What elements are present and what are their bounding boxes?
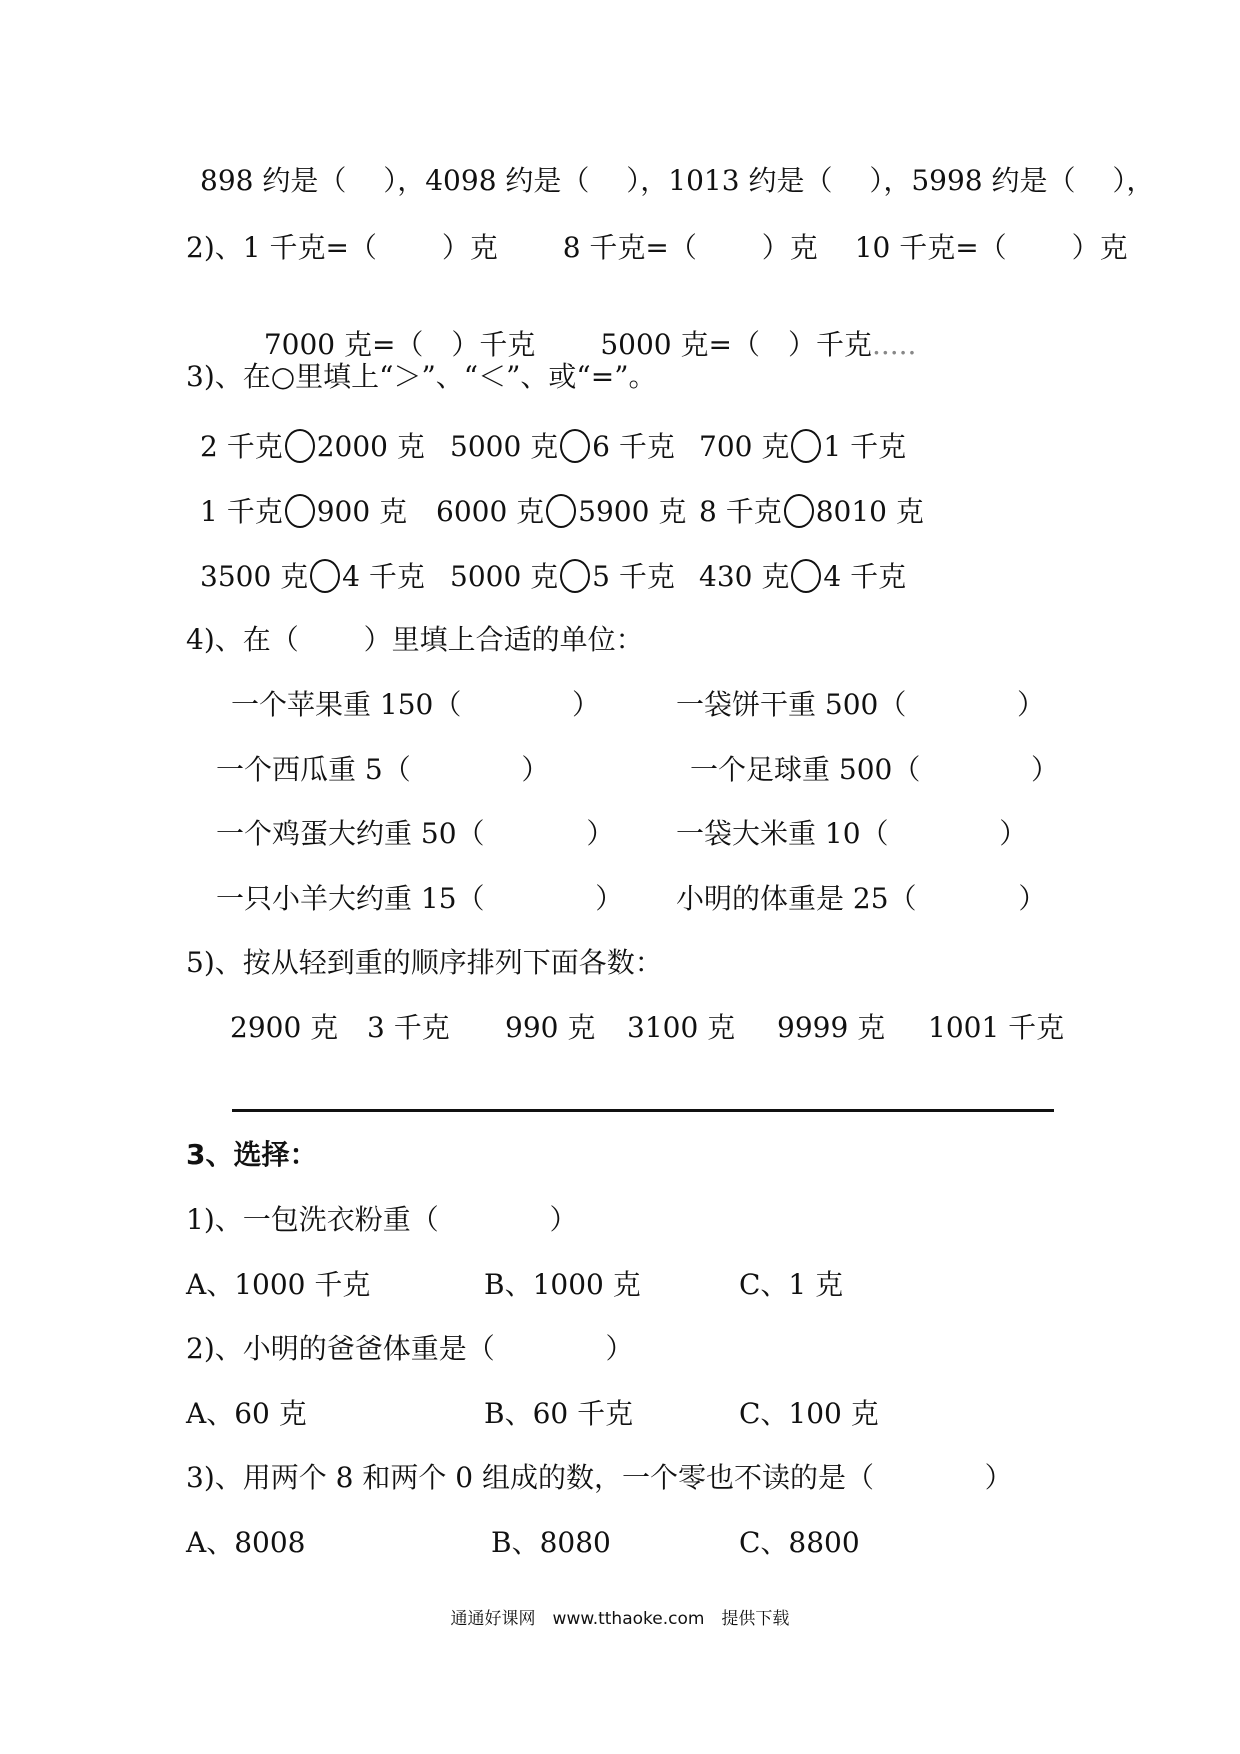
footer-credit: 通通好课网 www.tthaoke.com 提供下载 bbox=[450, 1609, 790, 1629]
compare-circle[interactable] bbox=[784, 494, 814, 528]
choice-option[interactable]: B、1000 克 bbox=[484, 1268, 641, 1301]
compare-item: 8 千克 8010 克 bbox=[699, 495, 924, 528]
q3-title: 3)、在○里填上“＞”、“＜”、或“=”。 bbox=[186, 360, 657, 393]
compare-item: 5000 克 5 千克 bbox=[450, 560, 675, 593]
section3-heading: 3、选择： bbox=[186, 1138, 318, 1171]
q1-row: 898 约是（ ），4098 约是（ ），1013 约是（ ），5998 约是（ ）， bbox=[200, 164, 1155, 197]
q4-item: 一个足球重 500（ ） bbox=[690, 753, 1060, 786]
q5-value: 3100 克 bbox=[627, 1011, 736, 1044]
q4-item: 一个苹果重 150（ ） bbox=[231, 688, 601, 721]
q5-value: 1001 千克 bbox=[928, 1011, 1065, 1044]
compare-item: 3500 克 4 千克 bbox=[200, 560, 425, 593]
q5-title: 5)、按从轻到重的顺序排列下面各数： bbox=[186, 946, 663, 979]
compare-circle[interactable] bbox=[310, 559, 340, 593]
q5-value: 990 克 bbox=[505, 1011, 596, 1044]
compare-item: 1 千克 900 克 bbox=[200, 495, 408, 528]
choice-question: 1)、一包洗衣粉重（ ） bbox=[186, 1203, 578, 1236]
choice-option[interactable]: A、60 克 bbox=[186, 1397, 307, 1430]
q5-value: 3 千克 bbox=[367, 1011, 450, 1044]
q4-item: 小明的体重是 25（ ） bbox=[676, 882, 1047, 915]
q4-item: 一只小羊大约重 15（ ） bbox=[216, 882, 624, 915]
q4-item: 一个鸡蛋大约重 50（ ） bbox=[216, 817, 615, 850]
q4-title: 4)、在（ ）里填上合适的单位： bbox=[186, 623, 644, 656]
choice-option[interactable]: C、8800 bbox=[739, 1526, 860, 1559]
compare-item: 6000 克 5900 克 bbox=[436, 495, 687, 528]
choice-option[interactable]: B、8080 bbox=[491, 1526, 611, 1559]
compare-circle[interactable] bbox=[285, 494, 315, 528]
compare-item: 5000 克 6 千克 bbox=[450, 430, 675, 463]
compare-circle[interactable] bbox=[791, 429, 821, 463]
q4-item: 一个西瓜重 5（ ） bbox=[216, 753, 550, 786]
q2-row2 bbox=[246, 294, 916, 362]
q2-row2-text: 7000 克=（ ）千克 5000 克=（ ）千克 bbox=[263, 328, 872, 361]
q2-row1: 2)、1 千克=（ ）克 8 千克=（ ）克 10 千克=（ ）克 bbox=[186, 231, 1128, 264]
choice-question: 3)、用两个 8 和两个 0 组成的数，一个零也不读的是（ ） bbox=[186, 1461, 1013, 1494]
compare-item: 700 克 1 千克 bbox=[699, 430, 907, 463]
compare-item: 2 千克 2000 克 bbox=[200, 430, 425, 463]
q5-value: 9999 克 bbox=[777, 1011, 886, 1044]
choice-option[interactable]: B、60 千克 bbox=[484, 1397, 634, 1430]
q5-value: 2900 克 bbox=[230, 1011, 339, 1044]
answer-line[interactable] bbox=[232, 1109, 1054, 1112]
choice-option[interactable]: C、100 克 bbox=[739, 1397, 879, 1430]
compare-circle[interactable] bbox=[791, 559, 821, 593]
compare-circle[interactable] bbox=[560, 559, 590, 593]
q4-item: 一袋大米重 10（ ） bbox=[676, 817, 1028, 850]
choice-option[interactable]: C、1 克 bbox=[739, 1268, 844, 1301]
compare-circle[interactable] bbox=[546, 494, 576, 528]
compare-item: 430 克 4 千克 bbox=[699, 560, 907, 593]
choice-question: 2)、小明的爸爸体重是（ ） bbox=[186, 1332, 634, 1365]
q2-row2-dots: ..... bbox=[871, 328, 917, 361]
compare-circle[interactable] bbox=[560, 429, 590, 463]
choice-option[interactable]: A、8008 bbox=[186, 1526, 306, 1559]
q4-item: 一袋饼干重 500（ ） bbox=[676, 688, 1046, 721]
choice-option[interactable]: A、1000 千克 bbox=[186, 1268, 371, 1301]
compare-circle[interactable] bbox=[285, 429, 315, 463]
